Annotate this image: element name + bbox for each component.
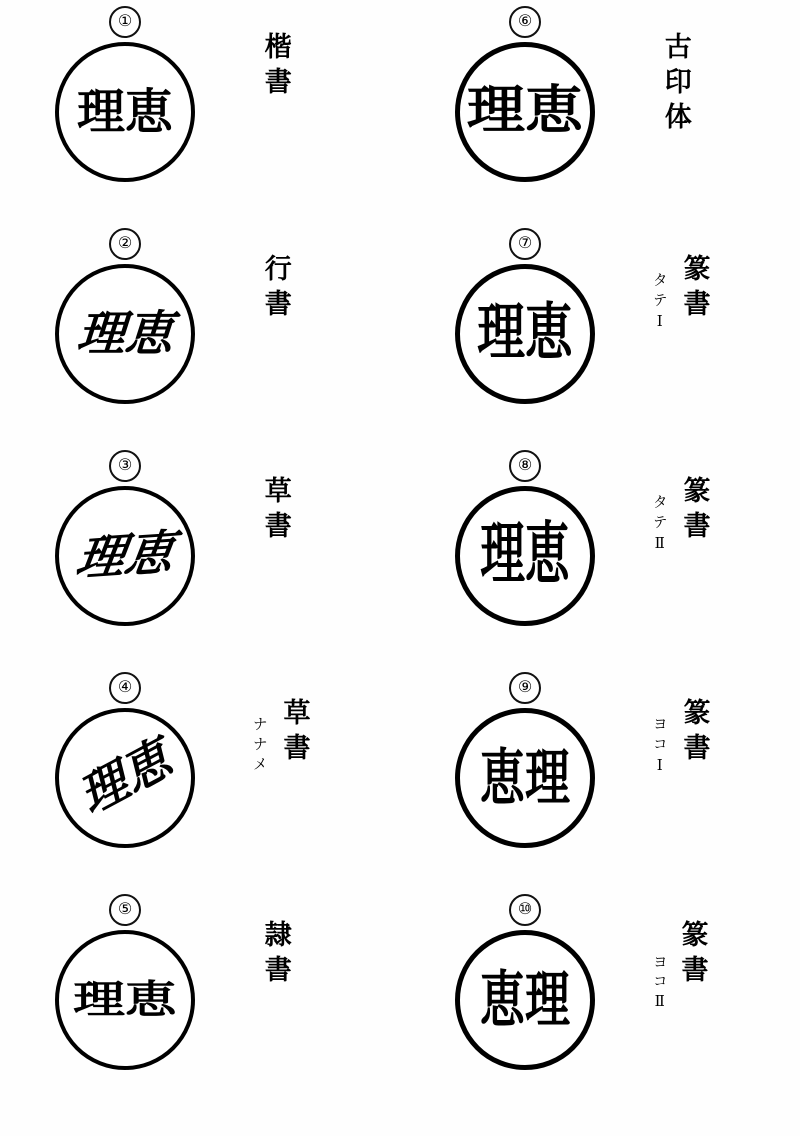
- stamp-block[interactable]: [400, 670, 650, 848]
- stamp-block[interactable]: [400, 448, 650, 626]
- script-label-block: [650, 448, 800, 557]
- stamp-block[interactable]: [400, 4, 650, 182]
- orientation-note: タテⅡ: [650, 494, 669, 557]
- sample-number: ③: [117, 455, 133, 474]
- sample-number-badge: [109, 894, 141, 926]
- seal-impression[interactable]: [455, 930, 595, 1070]
- sample-number-badge: [109, 6, 141, 38]
- script-label: 篆書: [676, 920, 708, 990]
- stamp-block[interactable]: [400, 226, 650, 404]
- sample-row[interactable]: [0, 4, 400, 226]
- script-label-block: [250, 4, 400, 102]
- sample-number-badge: [509, 450, 541, 482]
- sample-number: ⑨: [517, 677, 533, 696]
- sample-row[interactable]: [0, 670, 400, 892]
- sample-number: ⑩: [517, 899, 533, 918]
- sample-number: ⑧: [517, 455, 533, 474]
- seal-glyph: 理恵: [76, 83, 173, 140]
- script-label-block: [650, 226, 800, 335]
- seal-impression[interactable]: [455, 42, 595, 182]
- sample-row[interactable]: [400, 448, 800, 670]
- seal-impression[interactable]: [55, 264, 195, 404]
- seal-glyph: 理恵: [75, 305, 175, 362]
- sample-number: ①: [117, 11, 133, 30]
- script-label: 隷書: [259, 920, 291, 990]
- orientation-note: ヨコⅠ: [650, 716, 669, 779]
- stamp-block[interactable]: [0, 892, 250, 1070]
- seal-inner-rotated: [69, 730, 181, 826]
- seal-glyph: 理恵: [69, 730, 181, 826]
- seal-impression[interactable]: [455, 264, 595, 404]
- script-label-block: [250, 226, 400, 324]
- seal-impression[interactable]: [55, 42, 195, 182]
- orientation-note: ヨコⅡ: [650, 954, 669, 1014]
- sample-row[interactable]: [0, 226, 400, 448]
- sample-number-badge: [109, 228, 141, 260]
- sample-row[interactable]: [400, 892, 800, 1114]
- sample-number: ⑥: [517, 11, 533, 30]
- sample-row[interactable]: [400, 226, 800, 448]
- seal-glyph: 理恵: [73, 976, 177, 1023]
- stamp-block[interactable]: [0, 226, 250, 404]
- script-label: 楷書: [259, 32, 291, 102]
- script-label-block: [650, 670, 800, 779]
- seal-impression[interactable]: [55, 486, 195, 626]
- script-label: 篆書: [678, 254, 710, 324]
- seal-impression[interactable]: [55, 930, 195, 1070]
- script-label: 篆書: [678, 476, 710, 546]
- script-label-block: [650, 4, 800, 137]
- script-label-block: [250, 670, 400, 776]
- script-label: 草書: [278, 698, 310, 768]
- sample-number: ⑦: [517, 233, 533, 252]
- sample-number-badge: [509, 672, 541, 704]
- sample-number: ⑤: [117, 899, 133, 918]
- seal-glyph: 理恵: [480, 515, 570, 594]
- sample-number: ②: [117, 233, 133, 252]
- orientation-note: タテⅠ: [650, 272, 669, 335]
- sample-row[interactable]: [0, 448, 400, 670]
- sample-number-badge: [109, 672, 141, 704]
- seal-glyph: 恵理: [480, 964, 570, 1036]
- script-label-block: [250, 892, 400, 990]
- stamp-block[interactable]: [0, 4, 250, 182]
- sample-number-badge: [509, 894, 541, 926]
- seal-glyph: 理恵: [466, 81, 584, 142]
- script-label-block: [650, 892, 800, 1014]
- sample-row[interactable]: [400, 4, 800, 226]
- sample-row[interactable]: [400, 670, 800, 892]
- orientation-note: ナナメ: [250, 716, 269, 776]
- script-label: 草書: [259, 476, 291, 546]
- seal-glyph: 恵理: [480, 742, 570, 814]
- sample-number-badge: [509, 228, 541, 260]
- stamp-block[interactable]: [0, 670, 250, 848]
- seal-impression[interactable]: [455, 708, 595, 848]
- sample-number: ④: [117, 677, 133, 696]
- sample-number-badge: [509, 6, 541, 38]
- seal-glyph: 理恵: [477, 297, 573, 369]
- script-label: 古印体: [659, 32, 691, 137]
- seal-impression[interactable]: [455, 486, 595, 626]
- script-label-block: [250, 448, 400, 546]
- script-label: 篆書: [678, 698, 710, 768]
- sample-number-badge: [109, 450, 141, 482]
- seal-glyph: 理恵: [72, 524, 178, 588]
- sample-column-right: [400, 0, 800, 1136]
- seal-impression[interactable]: [55, 708, 195, 848]
- sample-row[interactable]: [0, 892, 400, 1114]
- stamp-block[interactable]: [400, 892, 650, 1070]
- script-label: 行書: [259, 254, 291, 324]
- stamp-block[interactable]: [0, 448, 250, 626]
